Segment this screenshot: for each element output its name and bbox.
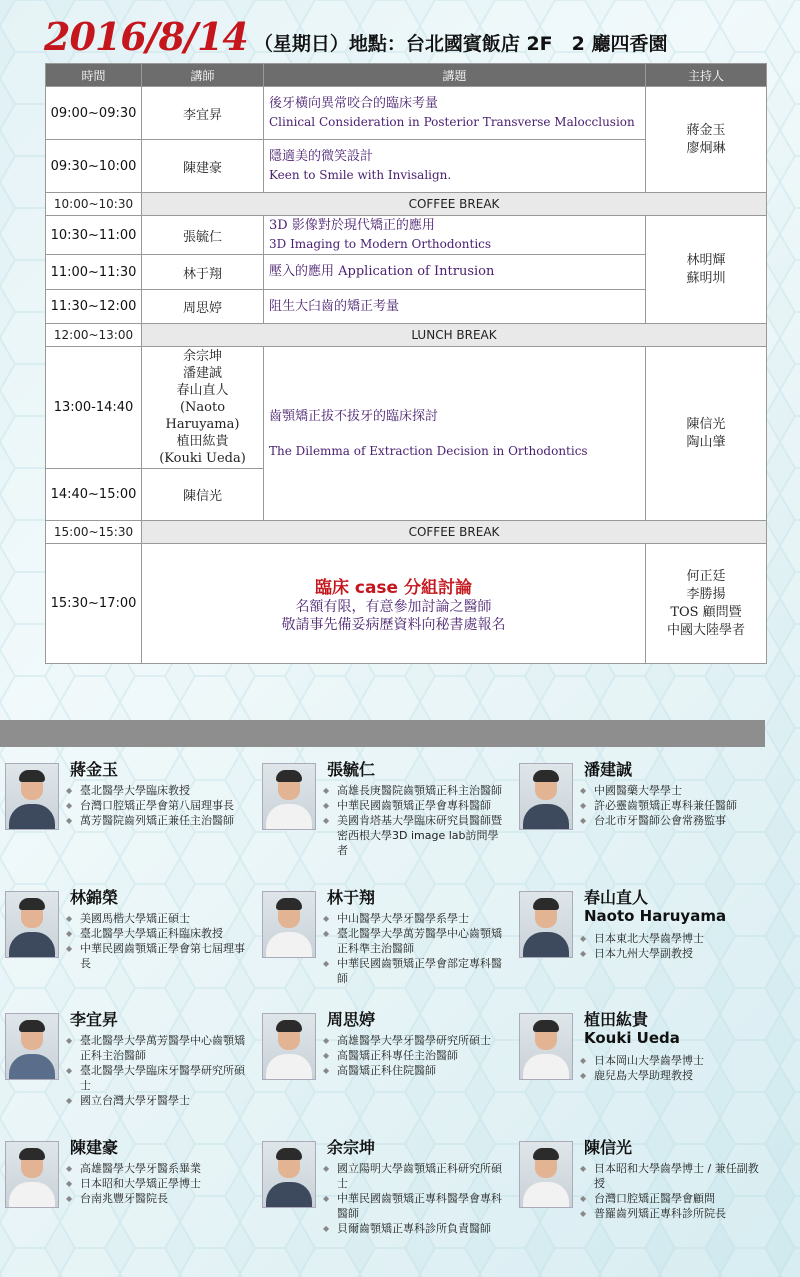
credential-item: ◆ 高雄醫學大學牙醫學研究所碩士 [323,1033,507,1048]
credential-item: ◆ 普羅齒列矯正專科診所院長 [580,1206,764,1221]
speaker-photo [262,1013,316,1080]
row-speaker: 周思婷 [142,290,264,324]
row-time: 12:00~13:00 [46,324,142,347]
speaker-name: 林錦榮 [70,888,119,907]
row-topic [264,347,646,521]
topic-zh: 後牙橫向異常咬合的臨床考量 [269,96,439,111]
host-name: 蘇明圳 [686,270,726,286]
speaker-photo [262,763,316,830]
speaker-credentials [66,783,250,828]
host-name: 陶山肇 [686,434,726,450]
speaker-credentials [580,1053,764,1083]
speaker-credentials [580,1161,764,1221]
host-cell [646,544,767,664]
speaker-name [584,888,726,926]
speaker-credentials [580,783,764,828]
row-time: 09:30~10:00 [46,140,142,193]
credential-item: ◆ 美國肯塔基大學臨床研究員醫師暨密西根大學3D image lab訪問學者 [323,813,507,858]
speaker-name-en: Naoto Haruyama [584,907,727,925]
host-name: 林明輝 [686,252,726,268]
break-label: LUNCH BREAK [142,324,767,347]
credential-item: ◆ 中國醫藥大學學士 [580,783,764,798]
row-speaker: 張毓仁 [142,216,264,255]
row-topic [264,140,646,193]
row-speaker: 林于翔 [142,255,264,290]
credential-item: ◆ 臺北醫學大學萬芳醫學中心齒顎矯正科準主治醫師 [323,926,507,956]
credential-item: ◆ 美國馬楷大學矯正碩士 [66,911,250,926]
speaker-name: 潘建誠 [182,366,222,381]
row-topic [264,216,646,255]
speaker-photo [5,891,59,958]
speaker-credentials [66,1033,250,1108]
row-time: 15:30~17:00 [46,544,142,664]
speaker-photo [519,1141,573,1208]
host-name: TOS 顧問暨 [670,604,742,620]
credential-item: ◆ 中山醫學大學牙醫學系學士 [323,911,507,926]
speaker-name [584,1010,680,1048]
header-host: 主持人 [646,64,767,87]
credential-item: ◆ 中華民國齒顎矯正學會專科醫師 [323,798,507,813]
speaker-photo [5,1013,59,1080]
row-topic: 阻生大臼齒的矯正考量 [264,290,646,324]
header-topic: 講題 [264,64,646,87]
row-time: 13:00-14:40 [46,347,142,469]
credential-item: ◆ 國立陽明大學齒顎矯正科研究所碩士 [323,1161,507,1191]
speaker-name-zh: 植田紘貴 [584,1010,649,1029]
speaker-photo [262,891,316,958]
speaker-name: 春山直人 [176,383,229,398]
topic-zh: 齒顎矯正拔不拔牙的臨床探討 [269,408,439,424]
speaker-photo [519,763,573,830]
host-name: 廖炯琳 [686,140,726,156]
row-time: 15:00~15:30 [46,521,142,544]
topic-en: Keen to Smile with Invisalign. [269,168,452,182]
speaker-name-zh: 春山直人 [584,888,649,907]
credential-item: ◆ 萬芳醫院齒列矯正兼任主治醫師 [66,813,250,828]
topic-en: The Dilemma of Extraction Decision in Orthodontics [269,443,588,458]
speaker-name: 李宜昇 [70,1010,119,1029]
row-time: 10:30~11:00 [46,216,142,255]
table-row [46,216,767,255]
schedule-table [45,63,767,664]
speaker-name: 周思婷 [327,1010,376,1029]
header-time: 時間 [46,64,142,87]
case-discussion-cell [142,544,646,664]
speaker-credentials [323,1161,507,1236]
credential-item: ◆ 許必靈齒顎矯正專科兼任醫師 [580,798,764,813]
speaker-credentials [66,1161,250,1206]
host-name: 李勝揚 [686,586,726,602]
speaker-name: 陳信光 [584,1138,633,1157]
credential-item: ◆ 臺北醫學大學矯正科臨床教授 [66,926,250,941]
topic-zh: 3D 影像對於現代矯正的應用 [269,218,435,233]
credential-item: ◆ 貝爾齒顎矯正專科診所負責醫師 [323,1221,507,1236]
row-topic [264,87,646,140]
row-time: 11:00~11:30 [46,255,142,290]
speaker-credentials [323,1033,507,1078]
credential-item: ◆ 臺北醫學大學臨床教授 [66,783,250,798]
speaker-name: 蔣金玉 [70,760,119,779]
speaker-name: 余宗坤 [182,349,222,364]
speaker-credentials [323,783,507,858]
row-time: 09:00~09:30 [46,87,142,140]
row-time: 10:00~10:30 [46,193,142,216]
break-label: COFFEE BREAK [142,521,767,544]
table-row [46,347,767,469]
credential-item: ◆ 日本岡山大學齒學博士 [580,1053,764,1068]
speaker-name: 張毓仁 [327,760,376,779]
credential-item: ◆ 台灣口腔矯正醫學會顧問 [580,1191,764,1206]
table-header-row [46,64,767,87]
speaker-name-en: Kouki Ueda [584,1029,680,1047]
host-name: 中國大陸學者 [666,622,745,638]
credential-item: ◆ 日本昭和大學矯正學博士 [66,1176,250,1191]
case-note: 名額有限，有意參加討論之醫師 [295,599,492,615]
table-row [46,544,767,664]
event-venue: （星期日）地點：台北國賓飯店 2F 2 廳四香園 [253,33,668,55]
host-name: 蔣金玉 [686,122,726,138]
break-row [46,324,767,347]
credential-item: ◆ 臺北醫學大學臨床牙醫學研究所碩士 [66,1063,250,1093]
credential-item: ◆ 台灣口腔矯正學會第八屆理事長 [66,798,250,813]
host-cell [646,87,767,193]
speaker-name: (Kouki Ueda) [159,451,246,466]
topic-en: Clinical Consideration in Posterior Transverse Malocclusion [269,115,635,129]
break-row [46,521,767,544]
speaker-photo [519,1013,573,1080]
break-row [46,193,767,216]
speaker-photo [5,763,59,830]
topic-zh: 隱適美的微笑設計 [269,149,374,164]
case-note: 敬請事先備妥病歷資料向秘書處報名 [281,617,506,633]
speaker-photo [5,1141,59,1208]
host-name: 何正廷 [686,568,726,584]
speaker-photo [519,891,573,958]
case-title: 臨床 case 分組討論 [314,578,473,598]
speaker-name: (Naoto Haruyama) [165,400,240,432]
credential-item: ◆ 高雄長庚醫院齒顎矯正科主治醫師 [323,783,507,798]
speaker-name: 植田紘貴 [176,434,229,449]
speaker-name: 余宗坤 [327,1138,376,1157]
credential-item: ◆ 國立台灣大學牙醫學士 [66,1093,250,1108]
host-cell [646,347,767,521]
credential-item: ◆ 台南兆豐牙醫院長 [66,1191,250,1206]
credential-item: ◆ 日本昭和大學齒學博士 / 兼任副教授 [580,1161,764,1191]
credential-item: ◆ 日本東北大學齒學博士 [580,931,764,946]
credential-item: ◆ 日本九州大學副教授 [580,946,764,961]
speaker-credentials [323,911,507,986]
table-row [46,87,767,140]
credential-item: ◆ 中華民國齒顎矯正學會部定專科醫師 [323,956,507,986]
credential-item: ◆ 高醫矯正科住院醫師 [323,1063,507,1078]
credential-item: ◆ 高醫矯正科專任主治醫師 [323,1048,507,1063]
host-cell [646,216,767,324]
row-speakers [142,347,264,469]
row-speaker: 李宜昇 [142,87,264,140]
row-time: 14:40~15:00 [46,469,142,521]
speaker-name: 陳建豪 [70,1138,119,1157]
credential-item: ◆ 臺北醫學大學萬芳醫學中心齒顎矯正科主治醫師 [66,1033,250,1063]
credential-item: ◆ 中華民國齒顎矯正學會第七屆理事長 [66,941,250,971]
speaker-photo [262,1141,316,1208]
row-speaker: 陳信光 [142,469,264,521]
event-date: 2016/8/14 [44,14,248,59]
row-topic: 壓入的應用 Application of Intrusion [264,255,646,290]
credential-item: ◆ 高雄醫學大學牙醫系畢業 [66,1161,250,1176]
credential-item: ◆ 台北市牙醫師公會常務監事 [580,813,764,828]
host-name: 陳信光 [686,416,726,432]
credential-item: ◆ 中華民國齒顎矯正專科醫學會專科醫師 [323,1191,507,1221]
header-speaker: 講師 [142,64,264,87]
topic-en: 3D Imaging to Modern Orthodontics [269,237,492,251]
speaker-name: 潘建誠 [584,760,633,779]
speaker-credentials [580,931,764,961]
speaker-credentials [66,911,250,971]
speaker-name: 林于翔 [327,888,376,907]
row-time: 11:30~12:00 [46,290,142,324]
event-header [44,14,784,62]
break-label: COFFEE BREAK [142,193,767,216]
section-divider-bar [0,720,765,747]
credential-item: ◆ 鹿兒島大學助理教授 [580,1068,764,1083]
row-speaker: 陳建豪 [142,140,264,193]
